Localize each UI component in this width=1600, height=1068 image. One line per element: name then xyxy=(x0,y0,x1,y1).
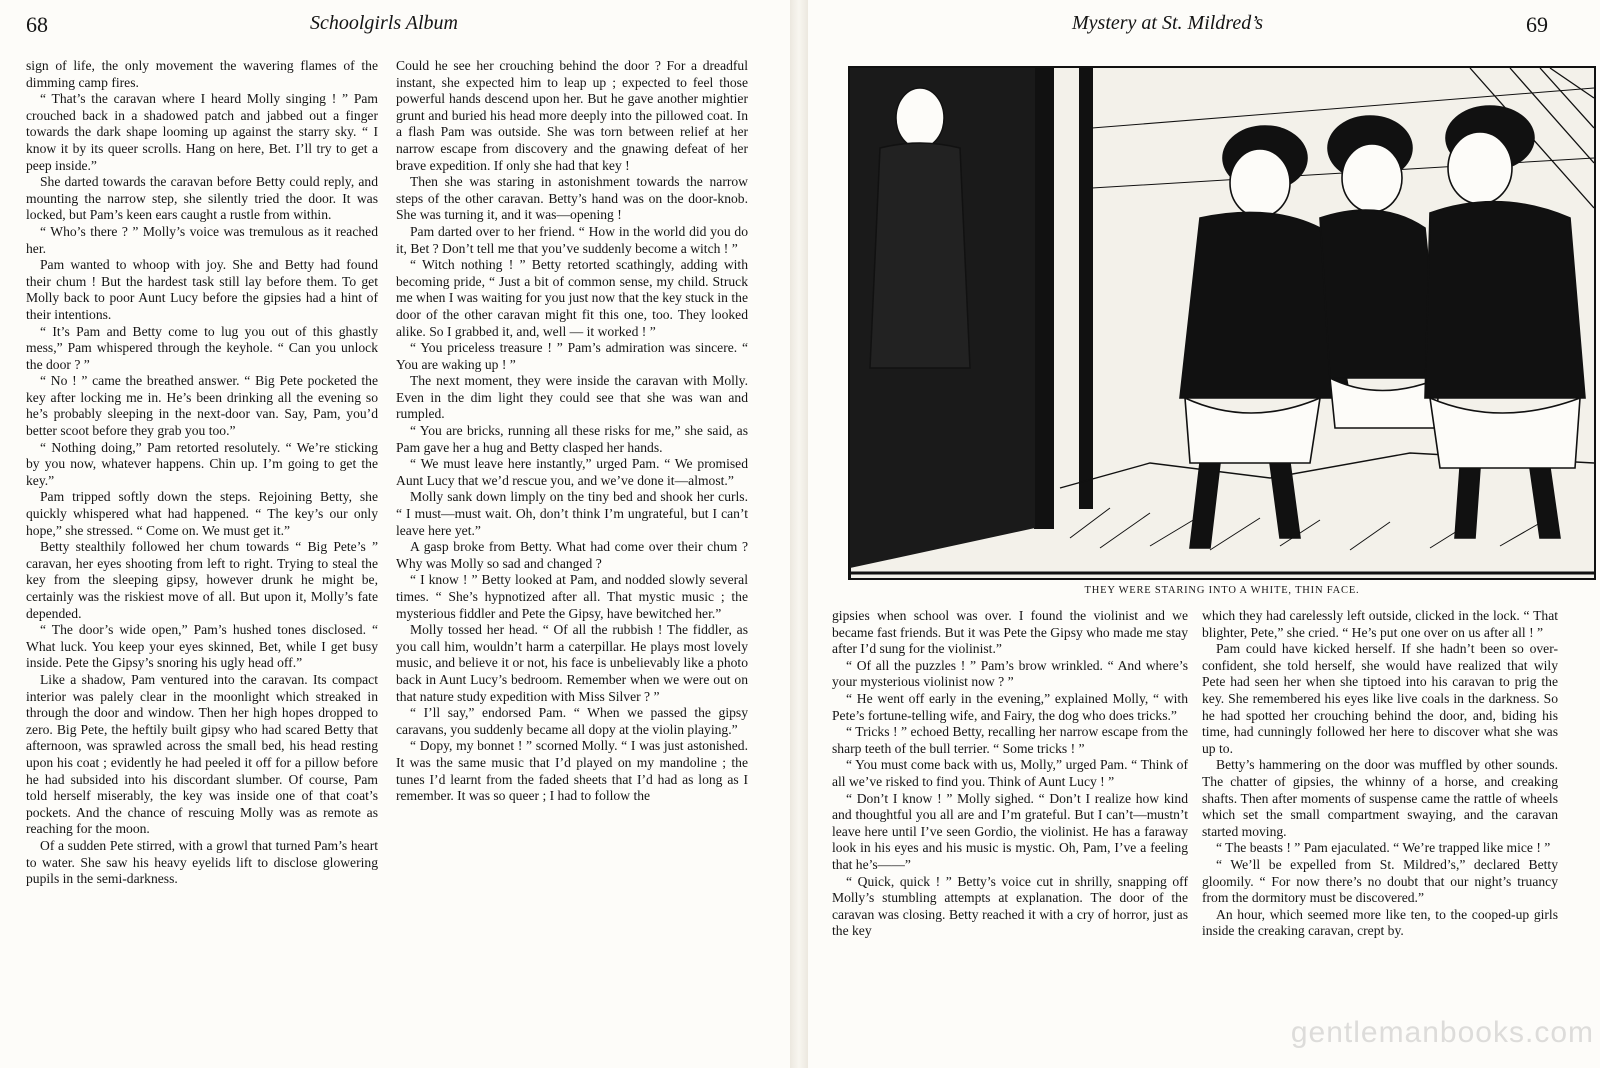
paragraph: “ You are bricks, running all these risks for me,” she said, as Pam gave her a hug and Betty clasped her hands. xyxy=(396,423,748,455)
paragraph: gipsies when school was over. I found the violinist and we became fast friends. But it was Pete the Gipsy who made me stay after I’d sung for the violinist.” xyxy=(832,608,1188,657)
paragraph: “ We’ll be expelled from St. Mildred’s,” declared Betty gloomily. “ For now there’s no doubt that our night’s truancy from the dormitory must be discovered.” xyxy=(1202,856,1558,906)
paragraph: “ That’s the caravan where I heard Molly singing ! ” Pam crouched back in a shadowed patch and jabbed out a finger towards the dark shape looming up against the starry sky. “ I know it by its queer scrolls. Hang on here, Bet. I’ll try to get a peep inside.” xyxy=(26,91,378,173)
page-number-right: 69 xyxy=(1526,12,1548,37)
paragraph: “ You must come back with us, Molly,” urged Pam. “ Think of all we’ve risked to find you. Think of Aunt Lucy ! ” xyxy=(832,757,1188,789)
right-column-2 xyxy=(1202,608,1558,940)
paragraph: “ I’ll say,” endorsed Pam. “ When we passed the gipsy caravans, you suddenly became all dopy at the violin playing.” xyxy=(396,705,748,737)
paragraph: “ Nothing doing,” Pam retorted resolutely. “ We’re sticking by you now, whatever happens. Chin up. I’m going to get the key.” xyxy=(26,439,378,488)
paragraph: “ Who’s there ? ” Molly’s voice was tremulous as it reached her. xyxy=(26,223,378,256)
running-head-left: Schoolgirls Album xyxy=(310,12,458,34)
paragraph: “ He went off early in the evening,” explained Molly, “ with Pete’s fortune-telling wife, and Fairy, the dog who does tricks.” xyxy=(832,690,1188,723)
illustration-caption: THEY WERE STARING INTO A WHITE, THIN FACE. xyxy=(1084,585,1360,596)
paragraph: Like a shadow, Pam ventured into the caravan. Its compact interior was palely clear in the moonlight which streaked in through the door and window. Then her high hopes dropped to zero. Big Pete, the heftily built gipsy who had scared Betty that afternoon, was sprawled across the small bed, his head resting upon his coat ; evidently he had peeled it off for a pillow before he had subsided into his discordant slumber. Of course, Pam told herself miserably, the key was inside one of that coat’s pockets. And the chance of rescuing Molly was as remote as reaching for the moon. xyxy=(26,671,378,837)
paragraph: A gasp broke from Betty. What had come over their chum ? Why was Molly so sad and changed ? xyxy=(396,539,748,571)
illustration-drawing xyxy=(850,68,1594,578)
paragraph: Betty stealthily followed her chum towards “ Big Pete’s ” caravan, her eyes shooting from left to right. Trying to steal the key from the sleeping gipsy, however drunk he might be, certainly was the riskiest move of all. But upon it, Molly’s fate depended. xyxy=(26,539,378,621)
illustration xyxy=(848,66,1596,580)
paragraph: Pam wanted to whoop with joy. She and Betty had found their chum ! But the hardest task still lay before them. To get Molly back to poor Aunt Lucy before the gipsies had a hint of their intentions. xyxy=(26,257,378,322)
paragraph: “ You priceless treasure ! ” Pam’s admiration was sincere. “ You are waking up ! ” xyxy=(396,340,748,372)
right-page xyxy=(808,0,1600,1068)
paragraph: sign of life, the only movement the wavering flames of the dimming camp fires. xyxy=(26,58,378,90)
paragraph: “ Witch nothing ! ” Betty retorted scathingly, adding with becoming pride, “ Just a bit of common sense, my child. Struck me when I was waiting for you just now that the key stuck in the door of the other caravan might fit this one, too. They looked alike. So I grabbed it, and, well — it worked ! ” xyxy=(396,257,748,339)
watermark: gentlemanbooks.com xyxy=(1290,1016,1594,1049)
paragraph: “ We must leave here instantly,” urged Pam. “ We promised Aunt Lucy that we’d rescue you, and we’ve done it—almost.” xyxy=(396,456,748,488)
right-column-1 xyxy=(832,608,1188,940)
book-gutter xyxy=(790,0,808,1068)
paragraph: which they had carelessly left outside, clicked in the lock. “ That blighter, Pete,” she cried. “ He’s put one over on us after all ! ” xyxy=(1202,608,1558,640)
paragraph: Pam could have kicked herself. If she hadn’t been so over-confident, she told herself, she would have realized that wily Pete had seen her when she tiptoed into his caravan to prig the key. She remembered his eyes like live coals in the darkness. So he had spotted her crouching behind the door, and, biding his time, had cunningly followed her here to discover what she was up to. xyxy=(1202,641,1558,756)
paragraph: “ Quick, quick ! ” Betty’s voice cut in shrilly, snapping off Molly’s stumbling attempts at explanation. The door of the caravan was closing. Betty reached it with a cry of horror, just as the key xyxy=(832,873,1188,939)
paragraph: She darted towards the caravan before Betty could reply, and mounting the narrow step, she silently tried the door. It was locked, but Pam’s keen ears caught a rustle from within. xyxy=(26,174,378,223)
paragraph: Could he see her crouching behind the door ? For a dreadful instant, she expected him to leap up ; expected to feel those powerful hands descend upon her. But he gave another mightier grunt and buried his head more deeply into the pillowed coat. In a flash Pam was outside. She was torn between relief at her narrow escape from discovery and the gnawing defeat of her brave expedition. If only she had that key ! xyxy=(396,58,748,173)
paragraph: “ Don’t I know ! ” Molly sighed. “ Don’t I realize how kind and thoughtful you all are and I’m grateful. But I can’t—mustn’t leave here until I’ve seen Gordio, the violinist. He has a faraway look in his eyes and his music is mystic. Oh, Pam, I’ve a feeling that he’s——” xyxy=(832,790,1188,872)
paragraph: Pam tripped softly down the steps. Rejoining Betty, she quickly whispered what had happened. “ The key’s our only hope,” she stressed. “ Come on. We must get it.” xyxy=(26,489,378,538)
paragraph: “ Tricks ! ” echoed Betty, recalling her narrow escape from the sharp teeth of the bull terrier. “ Some tricks ! ” xyxy=(832,724,1188,756)
paragraph: “ The door’s wide open,” Pam’s hushed tones disclosed. “ What luck. You keep your eyes skinned, Bet, while I get busy inside. Pete the Gipsy’s snoring his ugly head off.” xyxy=(26,622,378,671)
paragraph: “ Of all the puzzles ! ” Pam’s brow wrinkled. “ And where’s your mysterious violinist now ? ” xyxy=(832,657,1188,690)
paragraph: An hour, which seemed more like ten, to the cooped-up girls inside the creaking caravan, crept by. xyxy=(1202,906,1558,939)
paragraph: “ No ! ” came the breathed answer. “ Big Pete pocketed the key after locking me in. He’s been drinking all the evening so he’s probably sleeping in the next-door van. Say, Pam, you’d better scoot before they grab you too.” xyxy=(26,373,378,439)
left-page xyxy=(0,0,790,1068)
paragraph: Of a sudden Pete stirred, with a growl that turned Pam’s heart to water. She saw his heavy eyelids lift to disclose glowering pupils in the semi-darkness. xyxy=(26,837,378,887)
paragraph: Betty’s hammering on the door was muffled by other sounds. The chatter of gipsies, the whinny of a horse, and creaking shafts. Then after moments of suspense came the rattle of wheels which set the small compartment swaying, and the caravan started moving. xyxy=(1202,757,1558,839)
paragraph: The next moment, they were inside the caravan with Molly. Even in the dim light they could see that she was wan and rumpled. xyxy=(396,373,748,422)
running-head-right: Mystery at St. Mildred’s xyxy=(1072,12,1264,34)
page-number-left: 68 xyxy=(26,12,48,37)
paragraph: “ The beasts ! ” Pam ejaculated. “ We’re trapped like mice ! ” xyxy=(1216,840,1551,856)
paragraph: “ It’s Pam and Betty come to lug you out of this ghastly mess,” Pam whispered through the keyhole. “ Can you unlock the door ? ” xyxy=(26,323,378,372)
paragraph: Molly tossed her head. “ Of all the rubbish ! The fiddler, as you call him, wouldn’t harm a caterpillar. He plays most lovely music, and believe it or not, his face is unbelievably like a photo back in Aunt Lucy’s bedroom. Remember when we were out on that nature study expedition with Miss Silver ? ” xyxy=(396,622,748,704)
paragraph: Pam darted over to her friend. “ How in the world did you do it, Bet ? Don’t tell me that you’ve suddenly become a witch ! ” xyxy=(396,223,748,256)
left-column-2 xyxy=(396,58,748,805)
paragraph: “ I know ! ” Betty looked at Pam, and nodded slowly several times. “ She’s hypnotized after all. That mystic music ; the mysterious fiddler and Pete the Gipsy, have bewitched her.” xyxy=(396,572,748,621)
left-column-1 xyxy=(26,58,378,888)
paragraph: “ Dopy, my bonnet ! ” scorned Molly. “ I was just astonished. It was the same music that I’d played on my mandoline ; the tunes I’d learnt from the faded sheets that I’d had as long as I remember. It was so queer ; I had to follow the xyxy=(396,738,748,804)
paragraph: Then she was staring in astonishment towards the narrow steps of the other caravan. Betty’s hand was on the door-knob. She was turning it, and it was—opening ! xyxy=(396,174,748,223)
paragraph: Molly sank down limply on the tiny bed and shook her curls. “ I must—must wait. Oh, don’t think I’m ungrateful, but I can’t leave here yet.” xyxy=(396,489,748,538)
